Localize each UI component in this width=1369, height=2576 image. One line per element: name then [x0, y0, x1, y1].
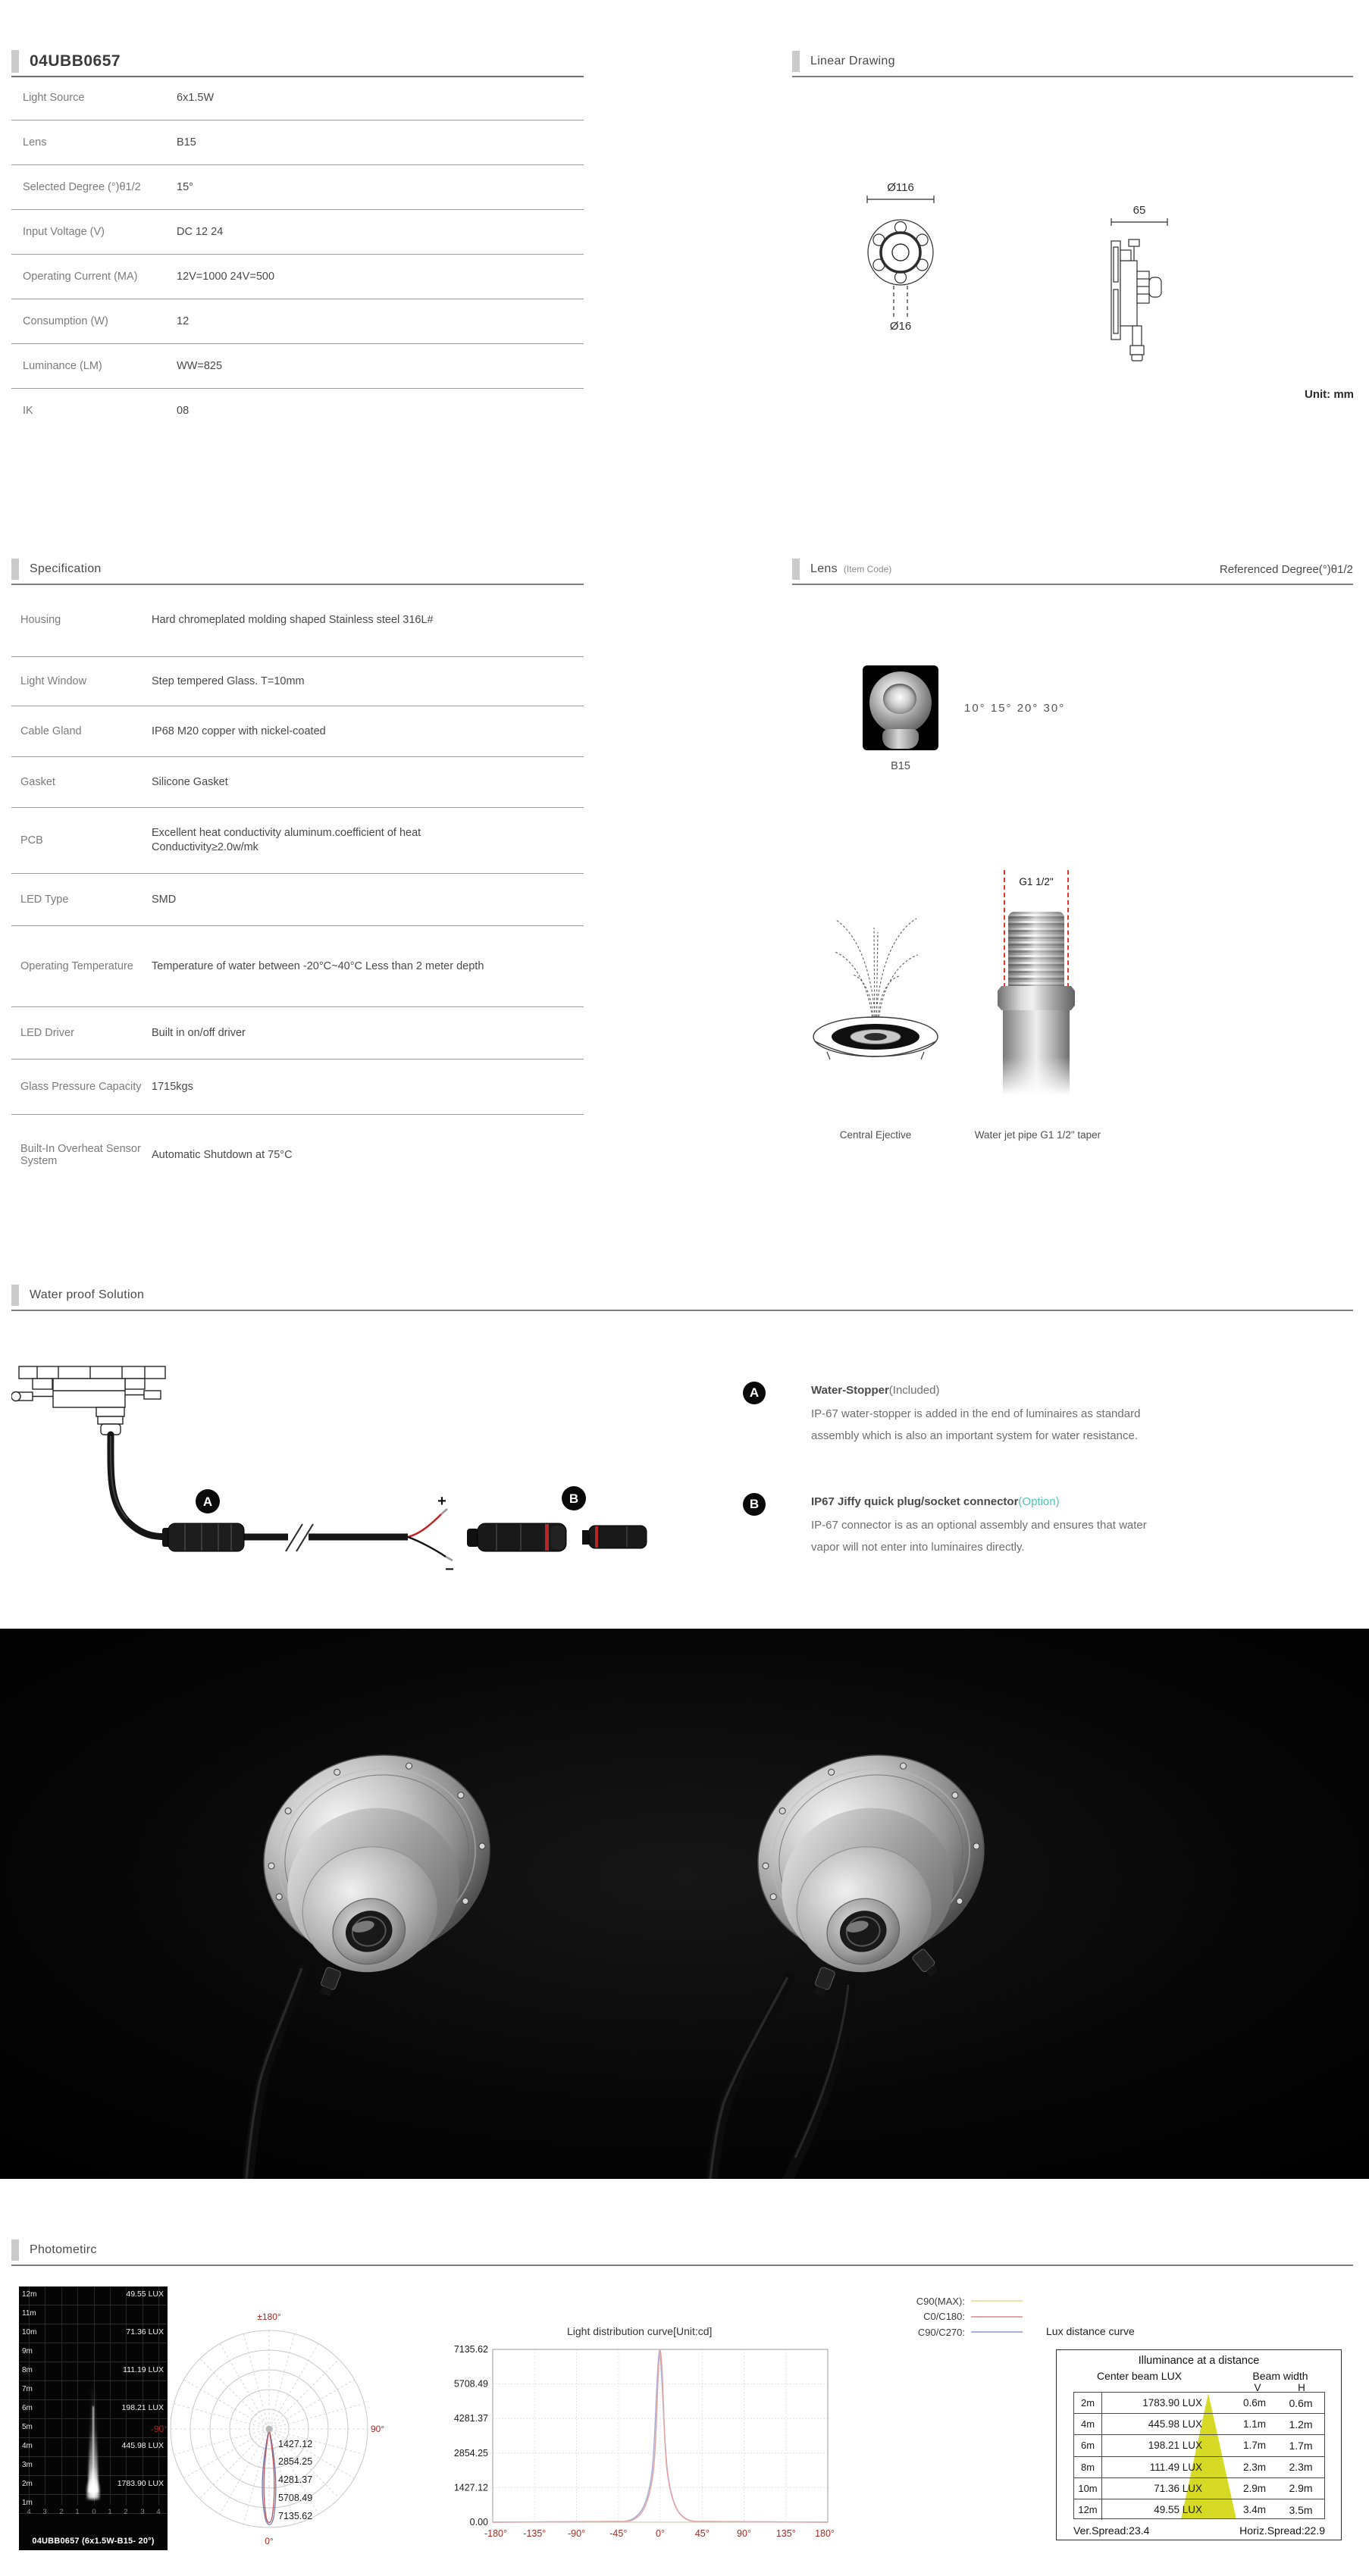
item-a-suffix: (Included) [888, 1384, 940, 1397]
legend-line-c0c180 [971, 2316, 1023, 2318]
table-row: IK 08 [23, 404, 190, 417]
svg-text:4281.37: 4281.37 [453, 2413, 488, 2424]
section-title: Specification [30, 562, 102, 575]
svg-text:1427.12: 1427.12 [278, 2439, 313, 2449]
section-title: Lens [810, 562, 838, 575]
svg-text:-180°: -180° [484, 2528, 508, 2539]
lux-table-title: Lux distance curve [1046, 2325, 1135, 2337]
central-ejective-diagram [807, 888, 944, 1078]
lens-code-caption: B15 [891, 760, 910, 772]
section-title: Water proof Solution [30, 1288, 145, 1301]
item-a-title: Water-Stopper [811, 1384, 889, 1397]
svg-text:-45°: -45° [609, 2528, 628, 2539]
item-b-line2: vapor will not enter into luminaires directly. [811, 1541, 1025, 1554]
polar-distribution-chart [148, 2308, 390, 2550]
pipe-dimension: G1 1/2" [1019, 876, 1054, 887]
table-row: Glass Pressure Capacity 1715kgs [11, 1060, 584, 1115]
lens-header [792, 555, 1353, 585]
wire-negative [408, 1537, 446, 1557]
degree-options: 10° 15° 20° 30° [964, 702, 1066, 715]
header-accent-bar [11, 50, 19, 73]
legend-line-c90c270 [971, 2331, 1023, 2333]
water-jet-pipe-caption: Water jet pipe G1 1/2" taper [974, 1129, 1101, 1141]
svg-text:45°: 45° [694, 2528, 710, 2539]
table-row: LED Type SMD [11, 874, 584, 926]
table-row: Operating Current (MA) 12V=1000 24V=500 [11, 255, 584, 299]
lens-neck [882, 729, 919, 749]
header-accent-bar [11, 2240, 19, 2261]
waterproof-item-b [811, 1495, 1369, 1558]
svg-text:0°: 0° [656, 2528, 665, 2539]
beam-glow [63, 2377, 124, 2505]
svg-text:±180°: ±180° [257, 2312, 281, 2322]
specification-table [11, 584, 584, 1195]
lux-table-header: Illuminance at a distance [1138, 2355, 1260, 2367]
waterproof-diagram [11, 1360, 716, 1603]
quick-spec-table [11, 76, 584, 433]
wire-positive [408, 1514, 441, 1537]
dim-front-diameter: Ø116 [887, 181, 914, 194]
svg-text:180°: 180° [815, 2528, 835, 2539]
svg-text:1427.12: 1427.12 [453, 2482, 488, 2493]
lux-table-footer: Ver.Spread:23.4 Horiz.Spread:22.9 [1073, 2524, 1325, 2537]
badge-b-icon: B [743, 1493, 766, 1516]
lux-table-grid: 2m 1783.90 LUX 0.6m 0.6m 4m 445.98 LUX 1.1m 1.2m 6m 198.21 LUX 1.7m 1.7m 8m 111.49 LUX 2.3m 2.3m 10m 71.36 LUX 2.9m 2.9m 12m 49.55 LUX 3.4m 3.5m [1073, 2392, 1325, 2519]
pipe-dim-line-left [1004, 870, 1005, 995]
item-b-line1: IP-67 connector is as an optional assembly and ensures that water [811, 1519, 1147, 1532]
svg-text:0.00: 0.00 [469, 2517, 488, 2527]
plus-sign: + [437, 1493, 446, 1510]
header-accent-bar [11, 1285, 19, 1306]
svg-text:5708.49: 5708.49 [278, 2493, 313, 2503]
legend-line-c90max [971, 2300, 1023, 2302]
table-row: Lens B15 [11, 121, 584, 165]
svg-text:135°: 135° [775, 2528, 796, 2539]
item-b-title: IP67 Jiffy quick plug/socket connector [811, 1495, 1019, 1508]
item-b-suffix: (Option) [1018, 1495, 1060, 1508]
waterproof-header [11, 1281, 1353, 1311]
beam-box-caption: 04UBB0657 (6x1.5W-B15- 20°) [32, 2537, 155, 2546]
table-row: Selected Degree (°)θ1/2 15° [11, 165, 584, 210]
table-row: Luminance (LM) WW=825 [11, 344, 584, 389]
referenced-degree-title: Referenced Degree(°)θ1/2 [1219, 562, 1353, 576]
item-a-line1: IP-67 water-stopper is added in the end of luminaires as standard [811, 1407, 1141, 1420]
table-row: Light Window Step tempered Glass. T=10mm [11, 657, 584, 706]
table-row: Light Source 6x1.5W [11, 76, 584, 121]
table-row: LED Driver Built in on/off driver [11, 1007, 584, 1060]
unit-label: Unit: mm [1305, 388, 1354, 401]
svg-text:0°: 0° [265, 2536, 274, 2546]
svg-text:4281.37: 4281.37 [278, 2474, 313, 2485]
central-ejective-caption: Central Ejective [839, 1129, 912, 1141]
table-row: Built-In Overheat Sensor System Automatic Shutdown at 75°C [20, 1143, 293, 1167]
section-title: Photometirc [30, 2243, 97, 2256]
lens-photo-b15 [863, 665, 938, 750]
svg-text:90°: 90° [737, 2528, 751, 2539]
beam-projection-chart: 12m 49.55 LUX 11m 10m 71.36 LUX 9m 8m 111.19 LUX 7m 6m 198.21 LUX 5m 4m 445.98 LUX 3m 2m 1783.90 LUX 1m 4 3 2 1 0 1 2 3 4 04UBB0657 (6x1.5W-B15- 20°) [19, 2286, 168, 2550]
header-accent-bar [11, 559, 19, 580]
linear-drawing-diagram [792, 99, 1353, 371]
header-accent-bar [792, 559, 800, 580]
linear-drawing-header [792, 47, 1353, 77]
lens-glass [869, 671, 932, 734]
svg-text:7135.62: 7135.62 [453, 2344, 488, 2355]
svg-text:-135°: -135° [523, 2528, 547, 2539]
light-distribution-chart [440, 2338, 841, 2543]
pipe-shaft [1003, 1010, 1070, 1095]
pipe-threads [1008, 912, 1064, 986]
waterproof-item-a [811, 1384, 1369, 1447]
svg-text:7135.62: 7135.62 [278, 2511, 313, 2521]
section-subtitle: (Item Code) [843, 564, 892, 574]
table-row: Operating Temperature Temperature of water between -20°C~40°C Less than 2 meter depth [11, 926, 584, 1007]
table-row: Gasket Silicone Gasket [11, 757, 584, 808]
svg-text:2854.25: 2854.25 [453, 2447, 488, 2459]
table-row: Input Voltage (V) DC 12 24 [11, 210, 584, 255]
product-code: 04UBB0657 [30, 52, 121, 70]
pipe-dim-line-right [1067, 870, 1069, 995]
svg-text:2854.25: 2854.25 [278, 2456, 313, 2467]
svg-text:B: B [569, 1491, 579, 1506]
table-row: Housing Hard chromeplated molding shaped Stainless steel 316L# [11, 584, 584, 657]
svg-text:-90°: -90° [567, 2528, 586, 2539]
table-row: Consumption (W) 12 [11, 299, 584, 344]
cable [111, 1435, 169, 1537]
lux-distance-table: Illuminance at a distance Center beam LUX Beam width V H 2m 1783.90 LUX 0.6m 0.6m 4m 445.98 LUX 1.1m 1.2m 6m 198.21 LUX 1.7m 1.7m 8m 111.49 LUX 2.3m 2.3m 10m 71.36 LUX 2.9m 2.9m 12m 49.55 LUX 3.4m 3.5m Ver.Spread:23.4 Horiz.Spread:22.9 [1056, 2349, 1342, 2540]
svg-text:A: A [202, 1495, 213, 1509]
table-row: Cable Gland IP68 M20 copper with nickel-coated [11, 706, 584, 757]
photometric-header [11, 2236, 1353, 2266]
dim-front-hole: Ø16 [889, 320, 912, 333]
badge-a-icon: A [743, 1382, 766, 1404]
curve-legend: C90(MAX): C0/C180: C90/C270: [870, 2293, 1023, 2340]
specification-header [11, 555, 584, 585]
curve-chart-title: Light distribution curve[Unit:cd] [567, 2325, 713, 2337]
minus-sign: − [445, 1561, 454, 1578]
product-header [11, 47, 584, 77]
dim-side-width: 65 [1132, 204, 1146, 217]
table-row: PCB Excellent heat conductivity aluminum.coefficient of heat Conductivity≥2.0w/mk [11, 808, 584, 874]
header-accent-bar [792, 51, 800, 72]
product-photo [0, 1629, 1369, 2179]
beam-rows: 12m 49.55 LUX 11m 10m 71.36 LUX 9m 8m 111.19 LUX 7m 6m 198.21 LUX 5m 4m 445.98 LUX 3m 2m 1783.90 LUX 1m [19, 2286, 168, 2514]
svg-text:5708.49: 5708.49 [453, 2378, 488, 2390]
section-title: Linear Drawing [810, 55, 895, 67]
item-a-line2: assembly which is also an important system for water resistance. [811, 1429, 1138, 1442]
svg-text:-90°: -90° [150, 2424, 168, 2434]
pipe-hex-nut [998, 986, 1075, 1010]
svg-text:90°: 90° [371, 2424, 385, 2434]
